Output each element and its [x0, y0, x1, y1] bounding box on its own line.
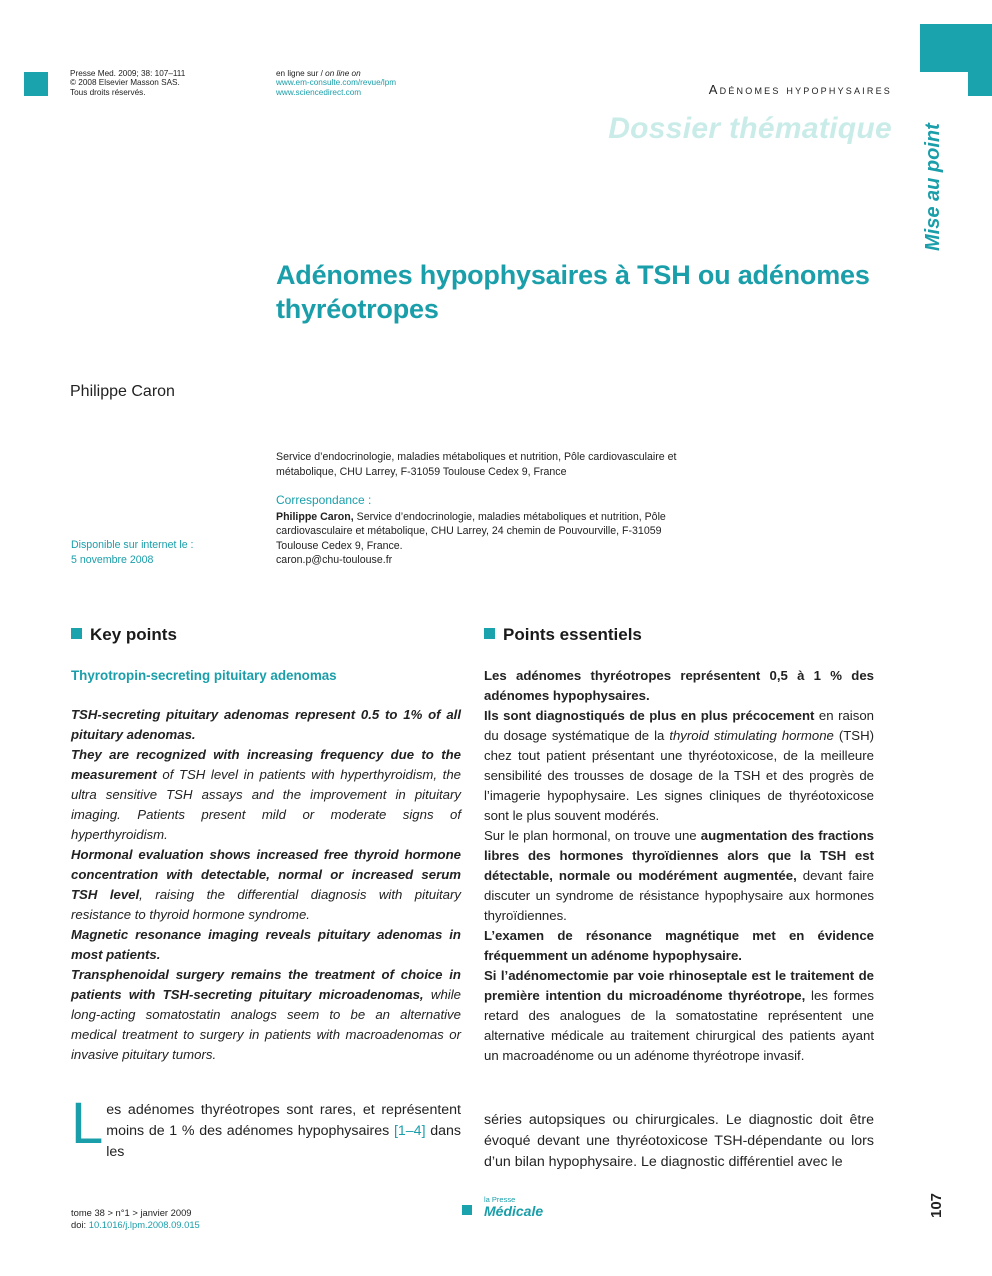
point-essentiel-4-bold: L’examen de résonance magnétique met en évidence fréquemment un adénome hypophysaire. — [484, 928, 874, 963]
point-essentiel-3-bold: augmentation des fractions libres des hormones thyroïdiennes alors que la TSH est détectable, normale ou modérément augmentée, — [484, 828, 874, 883]
issue-info: tome 38 > n°1 > janvier 2009 — [71, 1207, 192, 1218]
point-essentiel-1 — [484, 666, 874, 706]
point-essentiel-5 — [484, 966, 874, 1066]
author-name: Philippe Caron — [70, 383, 175, 400]
key-points-heading-text: Key points — [90, 625, 177, 644]
online-meta — [276, 69, 396, 97]
available-label: Disponible sur internet le : — [71, 539, 194, 551]
journal-ref: Presse Med. 2009; 38: 107–111 — [70, 69, 186, 78]
body-left-a: es adénomes thyréotropes sont rares, et représentent moins de 1 % des adénomes hypophysaires — [106, 1102, 461, 1139]
key-point-2 — [71, 745, 461, 845]
points-essentiels-heading — [484, 625, 642, 645]
key-point-1 — [71, 705, 461, 745]
key-point-5 — [71, 965, 461, 1065]
correspondence — [276, 510, 696, 568]
correspondence-email[interactable]: caron.p@chu-toulouse.fr — [276, 554, 393, 567]
point-essentiel-2-italic: thyroid stimulating hormone — [669, 728, 834, 743]
key-points-heading — [71, 625, 177, 645]
dropcap: L — [71, 1091, 104, 1156]
body-left-b: dans les — [106, 1123, 461, 1160]
key-points-subheading: Thyrotropin-secreting pituitary adenomas — [71, 668, 337, 683]
key-point-3 — [71, 845, 461, 925]
correspondence-label: Correspondance : — [276, 493, 372, 507]
point-essentiel-3-text-a: Sur le plan hormonal, on trouve une — [484, 828, 701, 843]
point-essentiel-1-bold: Les adénomes thyréotropes représentent 0,5 à 1 % des adénomes hypophysaires. — [484, 668, 874, 703]
article-title: Adénomes hypophysaires à TSH ou adénomes thyréotropes — [276, 260, 870, 324]
affiliation: Service d’endocrinologie, maladies métaboliques et nutrition, Pôle cardiovasculaire et métabolique, CHU Larrey, F-31059 Toulouse Cedex 9, France — [276, 451, 677, 478]
section-banner: Dossier thématique — [608, 112, 892, 145]
side-label-text: Mise au point — [922, 123, 944, 251]
point-essentiel-5-bold: Si l’adénomectomie par voie rhinoseptale est le traitement de première intention du microadénome thyréotrope, — [484, 968, 874, 1003]
logo-big-text: Médicale — [484, 1203, 544, 1219]
page-number-text: 107 — [928, 1192, 945, 1218]
body-text-left — [71, 1091, 461, 1163]
citation-link[interactable]: [1–4] — [393, 1123, 426, 1139]
copyright: © 2008 Elsevier Masson SAS. — [70, 78, 180, 88]
journal-meta — [70, 69, 185, 97]
key-point-3-text: , raising the differential diagnosis with pituitary resistance to thyroid hormone syndrome. — [71, 887, 461, 922]
key-point-3-bold: Hormonal evaluation shows increased free thyroid hormone concentration with detectable, normal or increased serum TSH level — [71, 847, 461, 902]
logo-small-text: la Presse — [484, 1195, 516, 1204]
points-essentiels-heading-text: Points essentiels — [503, 625, 642, 644]
journal-logo — [484, 1196, 543, 1218]
rights: Tous droits réservés. — [70, 87, 146, 97]
running-head: Adénomes hypophysaires — [708, 82, 892, 97]
footer-issue — [71, 1207, 200, 1230]
point-essentiel-3 — [484, 826, 874, 926]
online-label-fr: en ligne sur / — [276, 69, 326, 78]
key-points-body — [71, 705, 461, 1065]
key-point-5-bold: Transphenoidal surgery remains the treatment of choice in patients with TSH-secreting pituitary microadenomas, — [71, 967, 461, 1002]
point-essentiel-3-text-b: devant faire discuter un syndrome de résistance hypophysaire aux hormones thyroïdiennes. — [484, 868, 875, 923]
corner-tab-notch — [920, 72, 968, 98]
square-bullet-icon — [484, 628, 495, 639]
correspondence-name: Philippe Caron, — [276, 511, 354, 523]
availability — [71, 538, 193, 568]
url-sciencedirect[interactable]: www.sciencedirect.com — [276, 87, 362, 97]
key-point-2-bold: They are recognized with increasing frequency due to the measurement — [71, 747, 461, 782]
page-number — [922, 1190, 952, 1220]
key-point-1-bold: TSH-secreting pituitary adenomas represent 0.5 to 1% of all pituitary adenomas. — [71, 707, 461, 742]
available-date: 5 novembre 2008 — [71, 554, 154, 566]
point-essentiel-4 — [484, 926, 874, 966]
point-essentiel-2 — [484, 706, 874, 826]
points-essentiels-body — [484, 666, 874, 1066]
key-point-5-text: while long-acting somatostatin analogs seem to be an alternative medical treatment to surgery in patients with macroadenomas or invasive pituitary tumors. — [71, 987, 461, 1062]
key-point-2-text: of TSH level in patients with hyperthyroidism, the ultra sensitive TSH assays and the improvement in pituitary imaging. Patients present mild or moderate signs of hyperthyroidism. — [71, 767, 461, 842]
point-essentiel-2-text-a: en raison du dosage systématique de la — [484, 708, 874, 743]
key-point-4 — [71, 925, 461, 965]
side-label — [916, 115, 952, 255]
point-essentiel-2-text-b: (TSH) chez tout patient présentant une thyréotoxicose, de la meilleure sensibilité des trousses de dosage de la TSH et des progrès de l’imagerie hypophysaire. Les signes cliniques de thyréotoxicose sont le plus souvent modérés. — [484, 728, 874, 823]
body-text-right: séries autopsiques ou chirurgicales. Le diagnostic doit être évoqué devant une thyréotoxicose TSH-dépendante ou lors d’un bilan hypophysaire. Le diagnostic différentiel avec le — [484, 1112, 874, 1170]
point-essentiel-5-text: les formes retard des analogues de la somatostatine représentent une alternative médicale au traitement chirurgical des patients ayant un macroadénome ou un adénome thyréotrope invasif. — [484, 988, 874, 1063]
square-bullet-icon — [71, 628, 82, 639]
url-em-consulte[interactable]: www.em-consulte.com/revue/lpm — [276, 78, 397, 88]
header-square-icon — [24, 72, 48, 96]
doi-link[interactable]: 10.1016/j.lpm.2008.09.015 — [88, 1218, 200, 1230]
doi-label: doi: — [71, 1218, 89, 1230]
key-point-4-bold: Magnetic resonance imaging reveals pituitary adenomas in most patients. — [71, 927, 461, 962]
correspondence-address: Service d’endocrinologie, maladies métaboliques et nutrition, Pôle cardiovasculaire et métabolique, CHU Larrey, 24 chemin de Pouvourville, F-31059 Toulouse Cedex 9, France. — [276, 511, 666, 552]
point-essentiel-2-bold: Ils sont diagnostiqués de plus en plus précocement — [484, 708, 815, 723]
online-label-en: on line on — [325, 69, 361, 78]
footer-square-icon — [462, 1205, 472, 1215]
